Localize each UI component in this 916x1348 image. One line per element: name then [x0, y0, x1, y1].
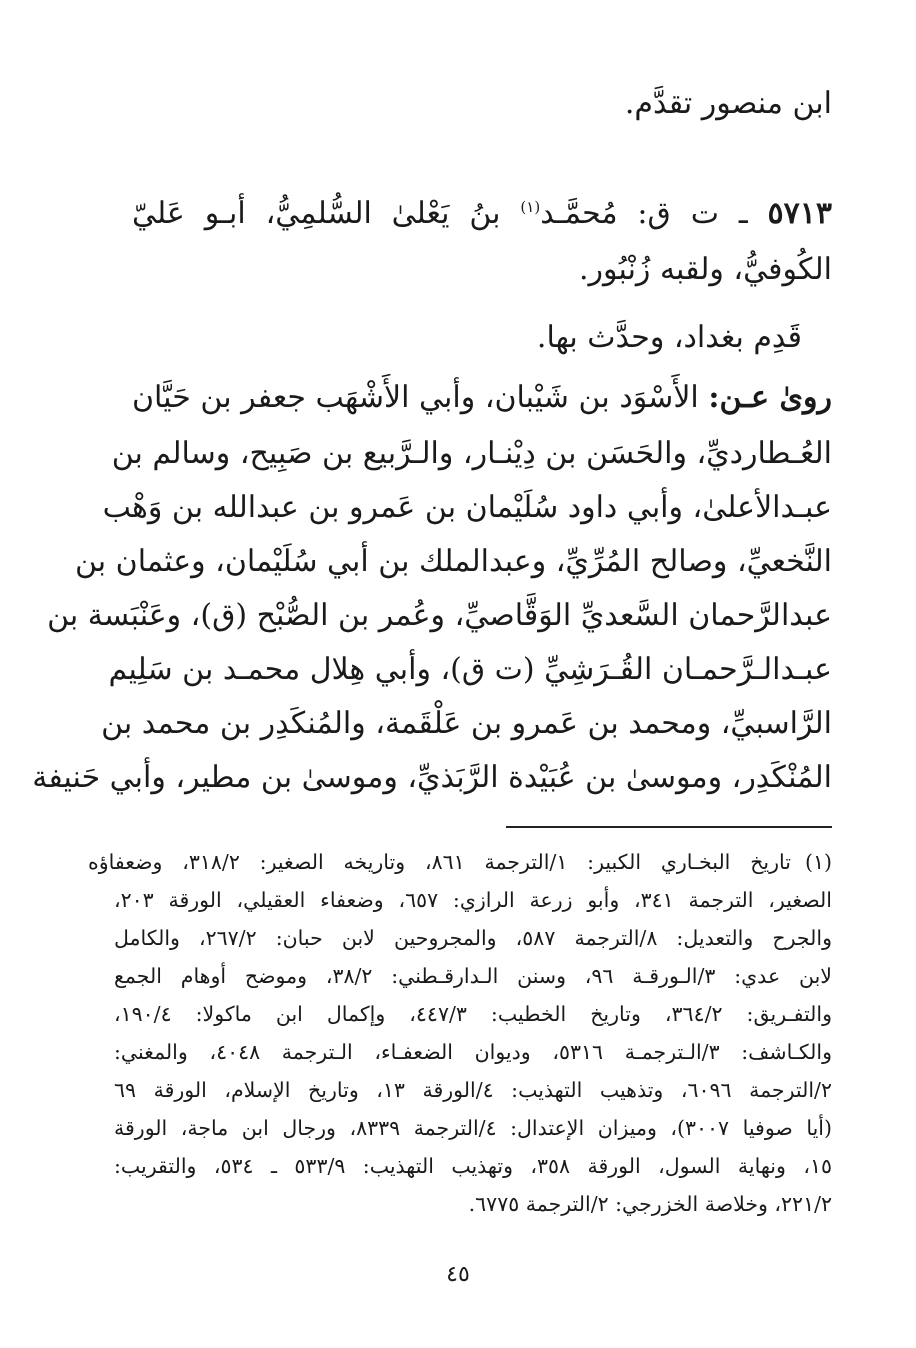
narrators-line-2: العُـطارديِّ، والحَسَن بن دِيْنـار، والـرَّبيع بن صَبِيح، وسالم بن [111, 436, 832, 471]
narrators-line-6: عبـدالـرَّحمـان القُـرَشِيِّ (ت ق)، وأبي هِلال محمـد بن سَلِيم [108, 652, 832, 687]
entry-name: مُحمَّـد [540, 196, 618, 231]
footnote-reference[interactable]: (١) [520, 198, 541, 216]
narrators-line-3: عبـدالأعلىٰ، وأبي داود سُلَيْمان بن عَمرو بن عبدالله بن وَهْب [102, 490, 832, 525]
footnote-number: (١) [804, 850, 832, 874]
entry-name-rest: بنُ يَعْلىٰ السُّلمِيُّ، أبـو عَليّ [132, 196, 501, 231]
narrators-line-5: عبدالرَّحمان السَّعديِّ الوَقَّاصيِّ، وعُمر بن الصُّبْح (ق)، وعَنْبَسة بن [47, 598, 832, 633]
footnote-line-5: والتفـريق: ٣٦٤/٢، وتاريخ الخطيب: ٤٤٧/٣، وإكمال ابن ماكولا: ١٩٠/٤، [114, 1002, 832, 1026]
footnote-line-4: لابن عدي: ٣/الـورقـة ٩٦، وسنن الـدارقـطني: ٣٨/٢، وموضح أوهام الجمع [114, 964, 832, 988]
footnote-line-6: والكـاشف: ٣/الـترجمـة ٥٣١٦، وديوان الضعفـاء، الـترجمة ٤٠٤٨، والمغني: [114, 1040, 832, 1064]
footnote-line-10: ٢٢١/٢، وخلاصة الخزرجي: ٢/الترجمة ٦٧٧٥. [468, 1192, 832, 1216]
footnote-line-3: والجرح والتعديل: ٨/الترجمة ٥٨٧، والمجروحين لابن حبان: ٢٦٧/٢، والكامل [114, 926, 832, 950]
paragraph-arrival: قَدِم بغداد، وحدَّث بها. [536, 320, 802, 355]
entry-heading-line-1 [132, 196, 832, 231]
footnote-line-2: الصغير، الترجمة ٣٤١، وأبو زرعة الرازي: ٦٥٧، وضعفاء العقيلي، الورقة ٢٠٣، [114, 888, 832, 912]
narrators-label: روىٰ عـن: [708, 380, 832, 415]
footnote-line-9: ١٥، ونهاية السول، الورقة ٣٥٨، وتهذيب التهذيب: ٥٣٣/٩ ـ ٥٣٤، والتقريب: [114, 1154, 832, 1178]
footnote-line-7: ٢/الترجمة ٦٠٩٦، وتذهيب التهذيب: ٤/الورقة ١٣، وتاريخ الإسلام، الورقة ٦٩ [114, 1078, 832, 1102]
narrators-line-7: الرَّاسبيِّ، ومحمد بن عَمرو بن عَلْقَمة، والمُنكَدِر بن محمد بن [101, 706, 832, 741]
page-number: ٤٥ [446, 1262, 470, 1287]
entry-heading-line-2: الكُوفيُّ، ولقبه زُنْبُور. [579, 252, 832, 287]
entry-number: ٥٧١٣ [767, 196, 832, 231]
narrators-line-4: النَّخعيِّ، وصالح المُرِّيِّ، وعبدالملك بن أبي سُلَيْمان، وعثمان بن [74, 544, 832, 579]
continuation-line: ابن منصور تقدَّم. [624, 86, 832, 121]
footnote-line-8: (أيا صوفيا ٣٠٠٧)، وميزان الإعتدال: ٤/الترجمة ٨٣٣٩، ورجال ابن ماجة، الورقة [114, 1116, 832, 1140]
entry-code: ـ ت ق: [637, 196, 748, 231]
footnote-text-1: تاريخ البخـاري الكبير: ١/الترجمة ٨٦١، وتاريخه الصغير: ٣١٨/٢، وضعفاؤه [88, 850, 791, 874]
footnote-separator [506, 826, 832, 828]
narrators-text-1: الأَسْوَد بن شَيْبان، وأبي الأَشْهَب جعفر بن حَيَّان [132, 380, 699, 415]
narrators-line-8: المُنْكَدِر، وموسىٰ بن عُبَيْدة الرَّبَذيِّ، وموسىٰ بن مطير، وأبي حَنيفة [32, 760, 832, 795]
footnote-line-1 [88, 850, 832, 874]
narrators-line-1 [132, 380, 832, 415]
